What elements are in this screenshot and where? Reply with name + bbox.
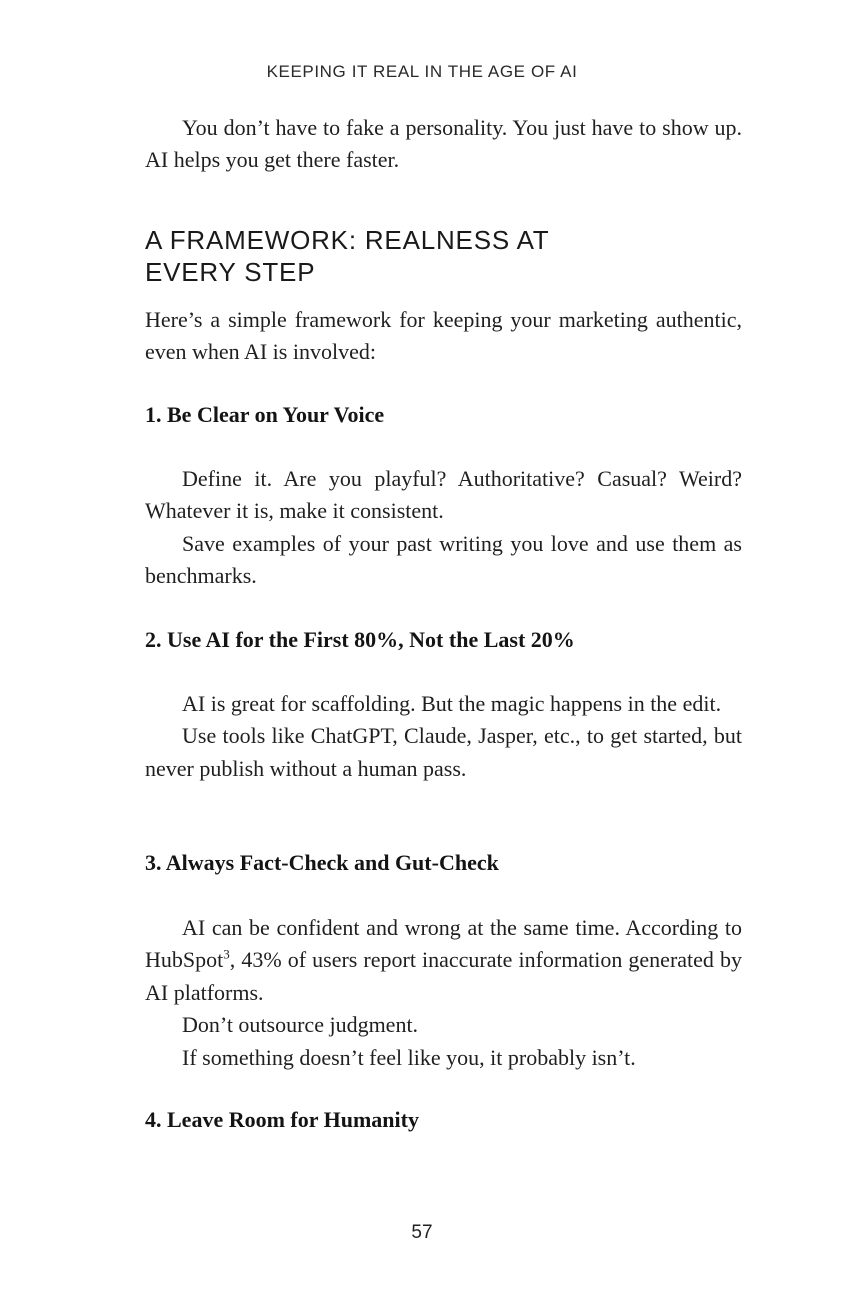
section-lead: Here’s a simple framework for keeping your marketing authentic, even when AI is involved: xyxy=(145,307,742,365)
page-number: 57 xyxy=(411,1222,433,1243)
step-3-paragraph-3: If something doesn’t feel like you, it probably isn’t. xyxy=(182,1044,636,1070)
section-heading-line-1: A FRAMEWORK: REALNESS AT xyxy=(145,225,550,255)
section-heading-line-2: EVERY STEP xyxy=(145,257,316,287)
step-1-paragraph-2: Save examples of your past writing you love and use them as benchmarks. xyxy=(145,530,742,589)
step-1-body xyxy=(145,463,742,593)
section-heading xyxy=(145,224,745,288)
step-1-paragraph-1: Define it. Are you playful? Authoritative? Casual? Weird? Whatever it is, make it consistent. xyxy=(145,466,742,524)
step-3-paragraph-2: Don’t outsource judgment. xyxy=(182,1012,419,1038)
running-head: KEEPING IT REAL IN THE AGE OF AI xyxy=(266,62,578,81)
section-lead-block xyxy=(145,304,742,369)
step-2-body xyxy=(145,688,742,785)
step-3-paragraph-1-end: , 43% of users report inaccurate information generated by AI platforms. xyxy=(145,947,742,1005)
step-3-paragraph-1 xyxy=(145,912,742,1009)
step-3-paragraph-1-start: AI can be confident and wrong at the same time. According to HubSpot xyxy=(145,915,742,973)
step-3-body xyxy=(145,912,742,1074)
step-2-paragraph-1: AI is great for scaffolding. But the magic happens in the edit. xyxy=(182,691,722,716)
step-3-heading: 3. Always Fact-Check and Gut-Check xyxy=(145,850,499,875)
step-1-heading: 1. Be Clear on Your Voice xyxy=(145,402,385,427)
footnote-marker: 3 xyxy=(223,947,230,963)
intro-paragraph-block xyxy=(145,112,742,177)
step-2-heading: 2. Use AI for the First 80%, Not the Last 20% xyxy=(145,627,575,652)
step-4-heading: 4. Leave Room for Humanity xyxy=(145,1107,419,1132)
step-2-paragraph-2: Use tools like ChatGPT, Claude, Jasper, etc., to get started, but never publish without a human pass. xyxy=(145,723,742,781)
intro-paragraph: You don’t have to fake a personality. You just have to show up. AI helps you get there faster. xyxy=(145,115,742,173)
